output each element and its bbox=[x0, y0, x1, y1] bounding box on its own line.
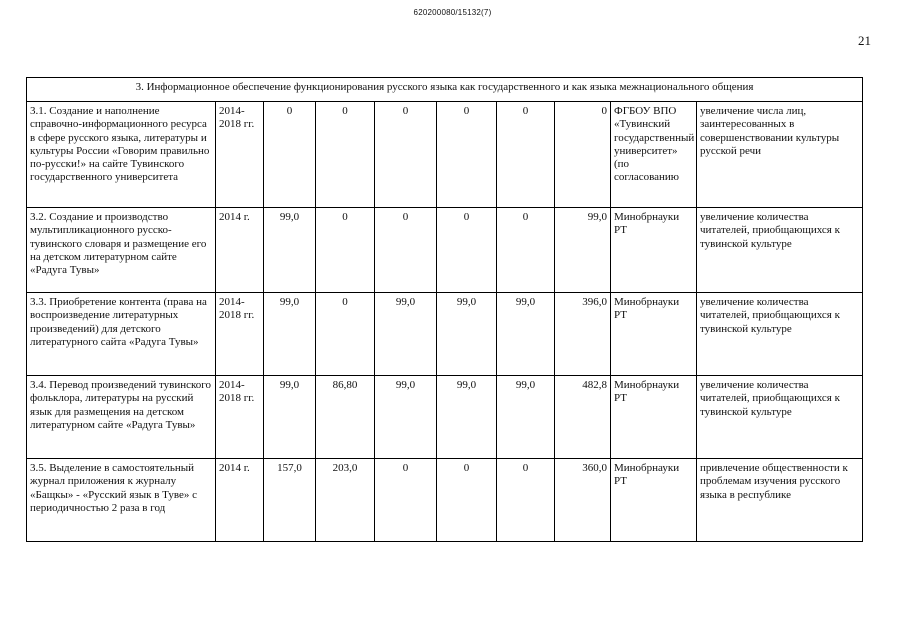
measure-name-cell: 3.2. Создание и производство мультипликационного русско-тувинского словаря и размещение его на детском литературном сайте «Радуга Тувы» bbox=[27, 208, 216, 293]
value-cell: 99,0 bbox=[264, 376, 316, 459]
table-row bbox=[27, 102, 863, 208]
executor-cell: Минобрнауки РТ bbox=[611, 293, 697, 376]
value-cell: 99,0 bbox=[375, 376, 437, 459]
program-table bbox=[26, 77, 863, 542]
period-cell: 2014-2018 гг. bbox=[216, 376, 264, 459]
measure-name-cell: 3.3. Приобретение контента (права на воспроизведение литературных произведений) для детского литературного сайта «Радуга Тувы» bbox=[27, 293, 216, 376]
section-heading-row bbox=[27, 78, 863, 102]
value-cell: 0 bbox=[497, 102, 555, 208]
table-row bbox=[27, 459, 863, 542]
period-cell: 2014-2018 гг. bbox=[216, 293, 264, 376]
total-cell: 482,8 bbox=[555, 376, 611, 459]
result-cell: увеличение количества читателей, приобщающихся к тувинской культуре bbox=[697, 376, 863, 459]
value-cell: 0 bbox=[264, 102, 316, 208]
value-cell: 99,0 bbox=[437, 376, 497, 459]
result-cell: привлечение общественности к проблемам изучения русского языка в республике bbox=[697, 459, 863, 542]
value-cell: 157,0 bbox=[264, 459, 316, 542]
executor-cell: Минобрнауки РТ bbox=[611, 208, 697, 293]
period-cell: 2014 г. bbox=[216, 459, 264, 542]
section-title: 3. Информационное обеспечение функционирования русского языка как государственного и как языка межнационального общения bbox=[27, 78, 863, 102]
value-cell: 0 bbox=[437, 208, 497, 293]
value-cell: 0 bbox=[375, 459, 437, 542]
result-cell: увеличение числа лиц, заинтересованных в совершенствовании культуры русской речи bbox=[697, 102, 863, 208]
value-cell: 99,0 bbox=[497, 376, 555, 459]
value-cell: 0 bbox=[375, 208, 437, 293]
executor-cell: ФГБОУ ВПО «Тувинский государственный университет» (по согласованию bbox=[611, 102, 697, 208]
total-cell: 360,0 bbox=[555, 459, 611, 542]
measure-name-cell: 3.1. Создание и наполнение справочно-информационного ресурса в сфере русского языка, литературы и культуры России «Говорим правильно по-русски!» на сайте Тувинского государственного университета bbox=[27, 102, 216, 208]
table-row bbox=[27, 293, 863, 376]
document-code: 620200080/15132(7) bbox=[413, 8, 492, 17]
executor-cell: Минобрнауки РТ bbox=[611, 459, 697, 542]
value-cell: 86,80 bbox=[316, 376, 375, 459]
value-cell: 0 bbox=[437, 459, 497, 542]
total-cell: 0 bbox=[555, 102, 611, 208]
value-cell: 0 bbox=[497, 459, 555, 542]
value-cell: 0 bbox=[316, 208, 375, 293]
measure-name-cell: 3.4. Перевод произведений тувинского фольклора, литературы на русский язык для размещения на детском литературном сайте «Радуга Тувы» bbox=[27, 376, 216, 459]
measure-name-cell: 3.5. Выделение в самостоятельный журнал приложения к журналу «Бащкы» - «Русский язык в Туве» с периодичностью 2 раза в год bbox=[27, 459, 216, 542]
value-cell: 0 bbox=[316, 293, 375, 376]
value-cell: 99,0 bbox=[437, 293, 497, 376]
period-cell: 2014 г. bbox=[216, 208, 264, 293]
value-cell: 99,0 bbox=[264, 293, 316, 376]
total-cell: 396,0 bbox=[555, 293, 611, 376]
value-cell: 203,0 bbox=[316, 459, 375, 542]
page-number: 21 bbox=[858, 33, 871, 48]
value-cell: 0 bbox=[375, 102, 437, 208]
result-cell: увеличение количества читателей, приобщающихся к тувинской культуре bbox=[697, 208, 863, 293]
value-cell: 0 bbox=[437, 102, 497, 208]
result-cell: увеличение количества читателей, приобщающихся к тувинской культуре bbox=[697, 293, 863, 376]
value-cell: 99,0 bbox=[375, 293, 437, 376]
executor-cell: Минобрнауки РТ bbox=[611, 376, 697, 459]
table-row bbox=[27, 208, 863, 293]
total-cell: 99,0 bbox=[555, 208, 611, 293]
value-cell: 0 bbox=[316, 102, 375, 208]
value-cell: 99,0 bbox=[264, 208, 316, 293]
period-cell: 2014-2018 гг. bbox=[216, 102, 264, 208]
table-row bbox=[27, 376, 863, 459]
value-cell: 99,0 bbox=[497, 293, 555, 376]
value-cell: 0 bbox=[497, 208, 555, 293]
